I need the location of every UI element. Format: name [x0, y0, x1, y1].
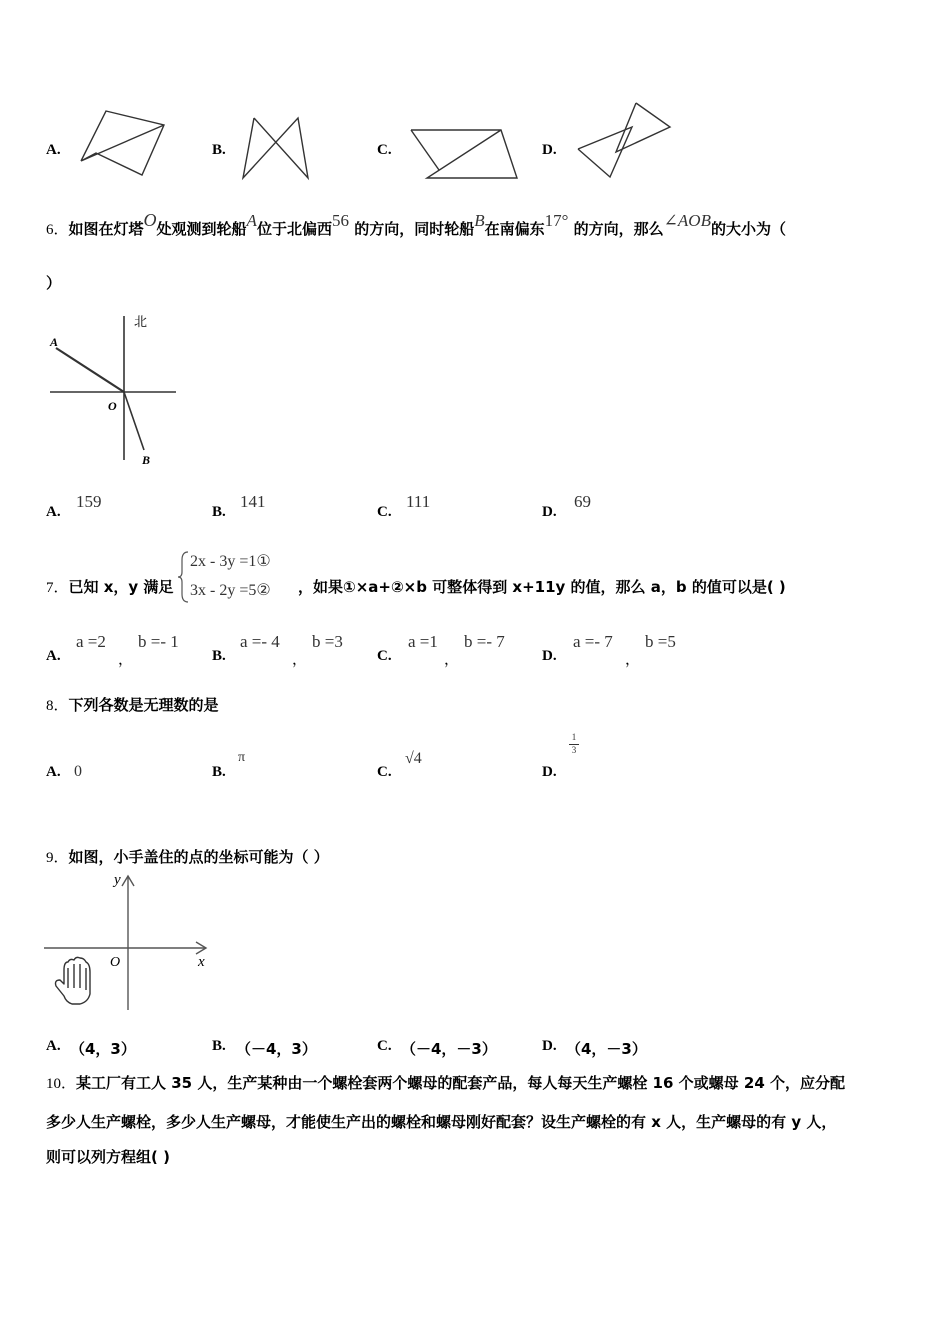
q6-angle-aob: ∠AOB — [663, 211, 711, 230]
q5-option-a-letter[interactable]: A. — [46, 142, 61, 158]
q8-option-b-letter[interactable]: B. — [212, 764, 226, 780]
q9-stem — [46, 846, 329, 867]
q6-option-c-letter[interactable]: C. — [377, 504, 392, 520]
q6-text-3: 位于北偏西 — [256, 220, 332, 238]
q6-option-a-value: 159 — [76, 492, 102, 511]
q8-option-d-letter[interactable]: D. — [542, 764, 557, 780]
q7-option-b-a: a =- 4 — [240, 632, 280, 651]
q8-text: 下列各数是无理数的是 — [68, 696, 219, 714]
q9-figure-y-label: y — [114, 872, 121, 888]
q8-option-c-letter[interactable]: C. — [377, 764, 392, 780]
q7-option-d-a: a =- 7 — [573, 632, 613, 651]
q7-option-a-b: b =- 1 — [138, 632, 179, 651]
q7-equation-1: 2x - 3y =1① — [190, 553, 271, 570]
q7-option-c-b: b =- 7 — [464, 632, 505, 651]
q10-line-3: 则可以列方程组( ) — [46, 1148, 170, 1166]
q7-system-brace — [178, 550, 190, 604]
q6-number: 6． — [46, 222, 69, 238]
q7-equation-2: 3x - 2y =5② — [190, 582, 271, 599]
q6-stem — [46, 210, 786, 239]
q8-option-c-value: √4 — [405, 750, 422, 767]
q9-option-c-value: （－4，－3） — [401, 1040, 497, 1058]
q6-text-2: 处观测到轮船 — [156, 220, 247, 238]
q8-number: 8． — [46, 698, 69, 714]
q8-option-d-denominator: 3 — [569, 744, 579, 756]
q5-option-c-figure — [405, 122, 525, 184]
q5-option-d-letter[interactable]: D. — [542, 142, 557, 158]
q7-option-a-sep: ， — [118, 650, 134, 668]
q6-angle-56: 56 — [331, 211, 349, 230]
q10-number: 10． — [46, 1076, 77, 1092]
q6-text-5: 在南偏东 — [484, 220, 545, 238]
q6-option-d-value: 69 — [574, 492, 591, 511]
q6-option-a-letter[interactable]: A. — [46, 504, 61, 520]
q9-option-b-letter[interactable]: B. — [212, 1038, 226, 1054]
q8-option-d-fraction — [569, 732, 579, 756]
q5-option-c-letter[interactable]: C. — [377, 142, 392, 158]
q8-option-b-value: π — [238, 750, 246, 765]
q9-text: 如图，小手盖住的点的坐标可能为（ ） — [68, 848, 329, 866]
q6-close-paren: ） — [46, 274, 62, 292]
q6-figure — [46, 310, 186, 470]
q9-figure — [42, 866, 218, 1016]
q6-text-7: 的大小为（ — [710, 220, 786, 238]
q5-option-b-figure — [238, 110, 318, 182]
q9-option-d-value: （4，－3） — [566, 1040, 647, 1058]
q7-option-d-sep: ， — [625, 650, 641, 668]
q7-option-a-letter[interactable]: A. — [46, 648, 61, 664]
q6-text-1: 如图在灯塔 — [68, 220, 144, 238]
hand-icon — [56, 957, 91, 1004]
q9-figure-origin-label: O — [110, 955, 121, 970]
q9-option-d-letter[interactable]: D. — [542, 1038, 557, 1054]
q6-option-c-value: 111 — [406, 492, 431, 511]
q7-option-b-letter[interactable]: B. — [212, 648, 226, 664]
q9-option-c-letter[interactable]: C. — [377, 1038, 392, 1054]
q6-figure-a-label: A — [50, 335, 59, 349]
q7-option-d-b: b =5 — [645, 632, 676, 651]
q6-text-6: 的方向，那么 — [573, 220, 664, 238]
q7-option-d-letter[interactable]: D. — [542, 648, 557, 664]
q6-text-4: 的方向，同时轮船 — [354, 220, 475, 238]
q5-option-b-letter[interactable]: B. — [212, 142, 226, 158]
q8-stem — [46, 694, 219, 715]
q9-figure-x-label: x — [198, 954, 205, 970]
q7-stem-start — [46, 576, 173, 597]
q6-point-o: O — [143, 210, 157, 230]
q6-point-a: A — [246, 211, 257, 230]
q5-option-a-figure — [76, 103, 172, 183]
q9-option-b-value: （－4，3） — [236, 1040, 317, 1058]
q6-figure-o-label: O — [108, 399, 117, 413]
q8-option-d-numerator: 1 — [571, 732, 577, 742]
q6-option-d-letter[interactable]: D. — [542, 504, 557, 520]
q8-option-a-letter[interactable]: A. — [46, 764, 61, 780]
q6-figure-north-label: 北 — [134, 314, 148, 329]
q6-option-b-value: 141 — [240, 492, 266, 511]
q9-option-a-letter[interactable]: A. — [46, 1038, 61, 1054]
q6-option-b-letter[interactable]: B. — [212, 504, 226, 520]
q7-option-b-b: b =3 — [312, 632, 343, 651]
q7-option-c-sep: ， — [444, 650, 460, 668]
q10-line-1 — [46, 1072, 845, 1093]
q5-option-d-figure — [570, 97, 678, 183]
q7-option-c-a: a =1 — [408, 632, 438, 651]
q7-text-1: 已知 x，y 满足 — [68, 578, 174, 596]
q6-angle-17: 17° — [544, 211, 569, 230]
q9-option-a-value: （4，3） — [70, 1040, 136, 1058]
q7-number: 7． — [46, 580, 69, 596]
q8-option-a-value: 0 — [74, 763, 82, 780]
q7-stem-end: ，如果①×a+②×b 可整体得到 x+11y 的值，那么 a，b 的值可以是( ) — [298, 578, 786, 596]
q6-figure-b-label: B — [142, 453, 151, 467]
q9-number: 9． — [46, 850, 69, 866]
q7-option-a-a: a =2 — [76, 632, 106, 651]
q6-point-b: B — [474, 211, 485, 230]
q10-text-line-1: 某工厂有工人 35 人，生产某种由一个螺栓套两个螺母的配套产品，每人每天生产螺栓 16 个或螺母 24 个，应分配 — [76, 1074, 845, 1092]
q10-line-2: 多少人生产螺栓，多少人生产螺母，才能使生产出的螺栓和螺母刚好配套？设生产螺栓的有 x 人，生产螺母的有 y 人， — [46, 1113, 837, 1131]
q7-option-c-letter[interactable]: C. — [377, 648, 392, 664]
q7-option-b-sep: ， — [292, 650, 308, 668]
